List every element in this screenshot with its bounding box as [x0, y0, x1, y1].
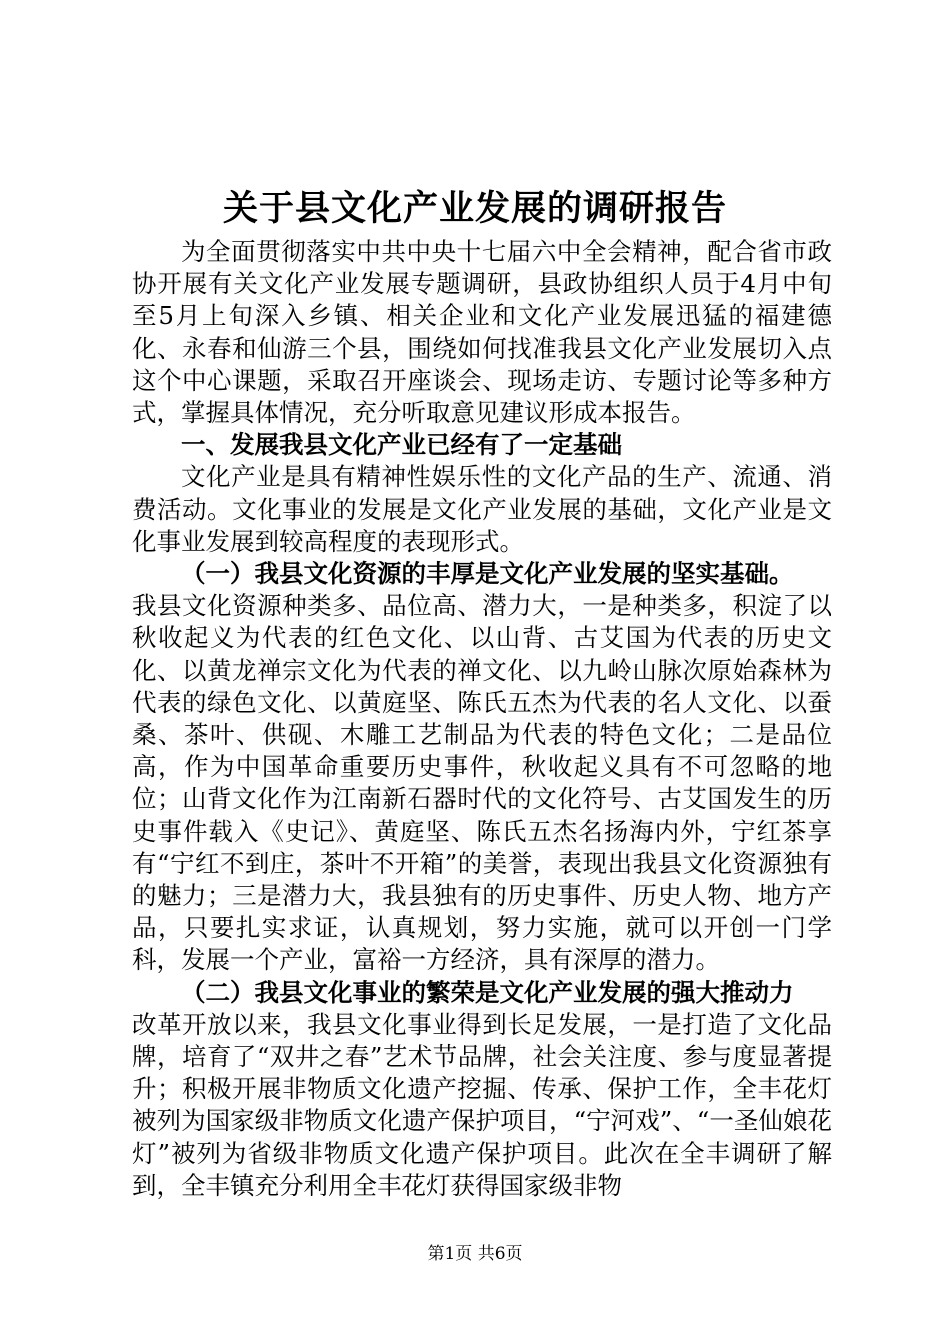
document-body: [132, 236, 832, 1202]
page-number-footer: 第1页 共6页: [427, 1244, 523, 1264]
subsection-heading-2: （二）我县文化事业的繁荣是文化产业发展的强大推动力: [181, 977, 794, 1007]
document-title: 关于县文化产业发展的调研报告: [222, 188, 727, 229]
subsection-heading-1: （一）我县文化资源的丰厚是文化产业发展的坚实基础。: [181, 559, 794, 589]
intro-paragraph: 为全面贯彻落实中共中央十七届六中全会精神，配合省市政协开展有关文化产业发展专题调研，县政协组织人员于4月中旬至5月上旬深入乡镇、相关企业和文化产业发展迅猛的福建德化、永春和仙游三个县，围绕如何找准我县文化产业发展切入点这个中心课题，采取召开座谈会、现场走访、专题讨论等多种方式，掌握具体情况，充分听取意见建议形成本报告。: [132, 237, 832, 428]
subsection-paragraph-1: 我县文化资源种类多、品位高、潜力大，一是种类多，积淀了以秋收起义为代表的红色文化、以山背、古艾国为代表的历史文化、以黄龙禅宗文化为代表的禅文化、以九岭山脉次原始森林为代表的绿色文化、以黄庭坚、陈氏五杰为代表的名人文化、以蚕桑、茶叶、供砚、木雕工艺制品为代表的特色文化；二是品位高，作为中国革命重要历史事件，秋收起义具有不可忽略的地位；山背文化作为江南新石器时代的文化符号、古艾国发生的历史事件载入《史记》、黄庭坚、陈氏五杰名扬海内外，宁红茶享有“宁红不到庄，茶叶不开箱”的美誉，表现出我县文化资源独有的魅力；三是潜力大，我县独有的历史事件、历史人物、地方产品，只要扎实求证，认真规划，努力实施，就可以开创一门学科，发展一个产业，富裕一方经济，具有深厚的潜力。: [132, 591, 832, 975]
definition-paragraph: 文化产业是具有精神性娱乐性的文化产品的生产、流通、消费活动。文化事业的发展是文化产业发展的基础，文化产业是文化事业发展到较高程度的表现形式。: [132, 462, 832, 556]
section-heading-1: 一、发展我县文化产业已经有了一定基础: [181, 430, 622, 460]
subsection-paragraph-2: 改革开放以来，我县文化事业得到长足发展，一是打造了文化品牌，培育了“双井之春”艺术节品牌，社会关注度、参与度显著提升；积极开展非物质文化遗产挖掘、传承、保护工作，全丰花灯被列为国家级非物质文化遗产保护项目，“宁河戏”、“一圣仙娘花灯”被列为省级非物质文化遗产保护项目。此次在全丰调研了解到，全丰镇充分利用全丰花灯获得国家级非物: [132, 1009, 832, 1200]
